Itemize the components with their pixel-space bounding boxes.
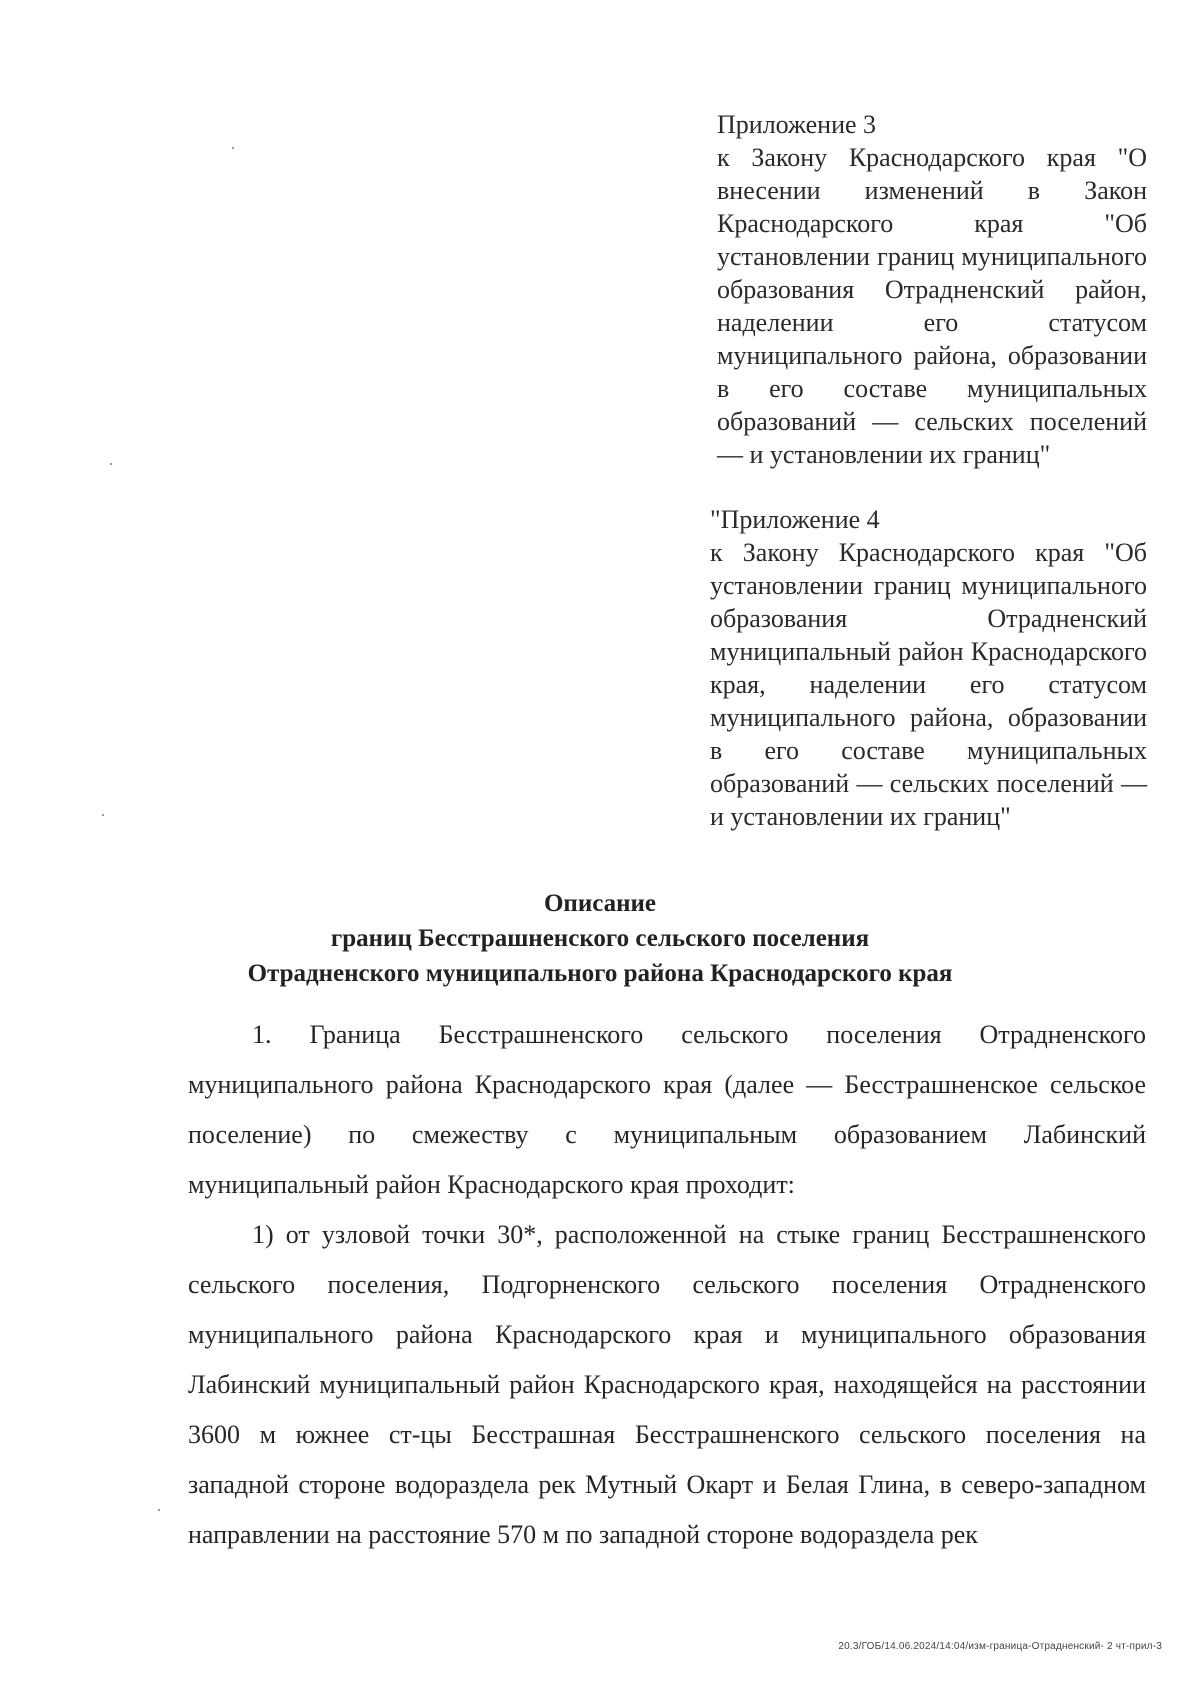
paragraph-1: 1. Граница Бесстрашненского сельского поселения Отрадненского муниципального района Краснодарского края (далее — Бесстрашненское сельское поселение) по смежеству с муниципальным образованием Лабинский муниципальный район Краснодарского края проходит: [188,1020,1146,1199]
document-heading [150,886,1050,991]
scan-speck [232,147,234,149]
annex-4-block [710,503,1147,833]
paragraph-2: 1) от узловой точки 30*, расположенной на стыке границ Бесстрашненского сельского поселения, Подгорненского сельского поселения Отрадненского муниципального района Краснодарского края и муниципального образования Лабинский муниципальный район Краснодарского края, находящейся на расстоянии 3600 м южнее ст-цы Бесстрашная Бесстрашненского сельского поселения на западной стороне водораздела рек Мутный Окарт и Белая Глина, в северо-западном направлении на расстояние 570 м по западной стороне водораздела рек [188,1220,1146,1549]
annex-3-title: Приложение 3 [717,110,877,139]
heading-line-3: Отрадненского муниципального района Краснодарского края [247,960,953,987]
annex-3-block [717,108,1147,471]
document-body [188,1010,1146,1560]
annex-3-body: к Закону Краснодарского края "О внесении изменений в Закон Краснодарского края "Об установлении границ муниципального образования Отрадненский район, наделении его статусом муниципального района, образовании в его составе муниципальных образований — сельских поселений — и установлении их границ" [717,143,1147,469]
annex-4-title: "Приложение 4 [710,505,880,534]
footer-reference: 20.3/ГОБ/14.06.2024/14:04/изм-граница-Отрадненский- 2 чт-прил-3 [838,1641,1162,1652]
annex-4-body: к Закону Краснодарского края "Об установлении границ муниципального образования Отрадненский муниципальный район Краснодарского края, наделении его статусом муниципального района, образовании в его составе муниципальных образований — сельских поселений — и установлении их границ" [710,538,1147,831]
heading-line-1: Описание [543,890,657,917]
scan-speck [158,1509,160,1511]
heading-line-2: границ Бесстрашненского сельского поселения [330,925,870,952]
scan-speck [102,814,104,816]
scan-speck [110,463,112,465]
